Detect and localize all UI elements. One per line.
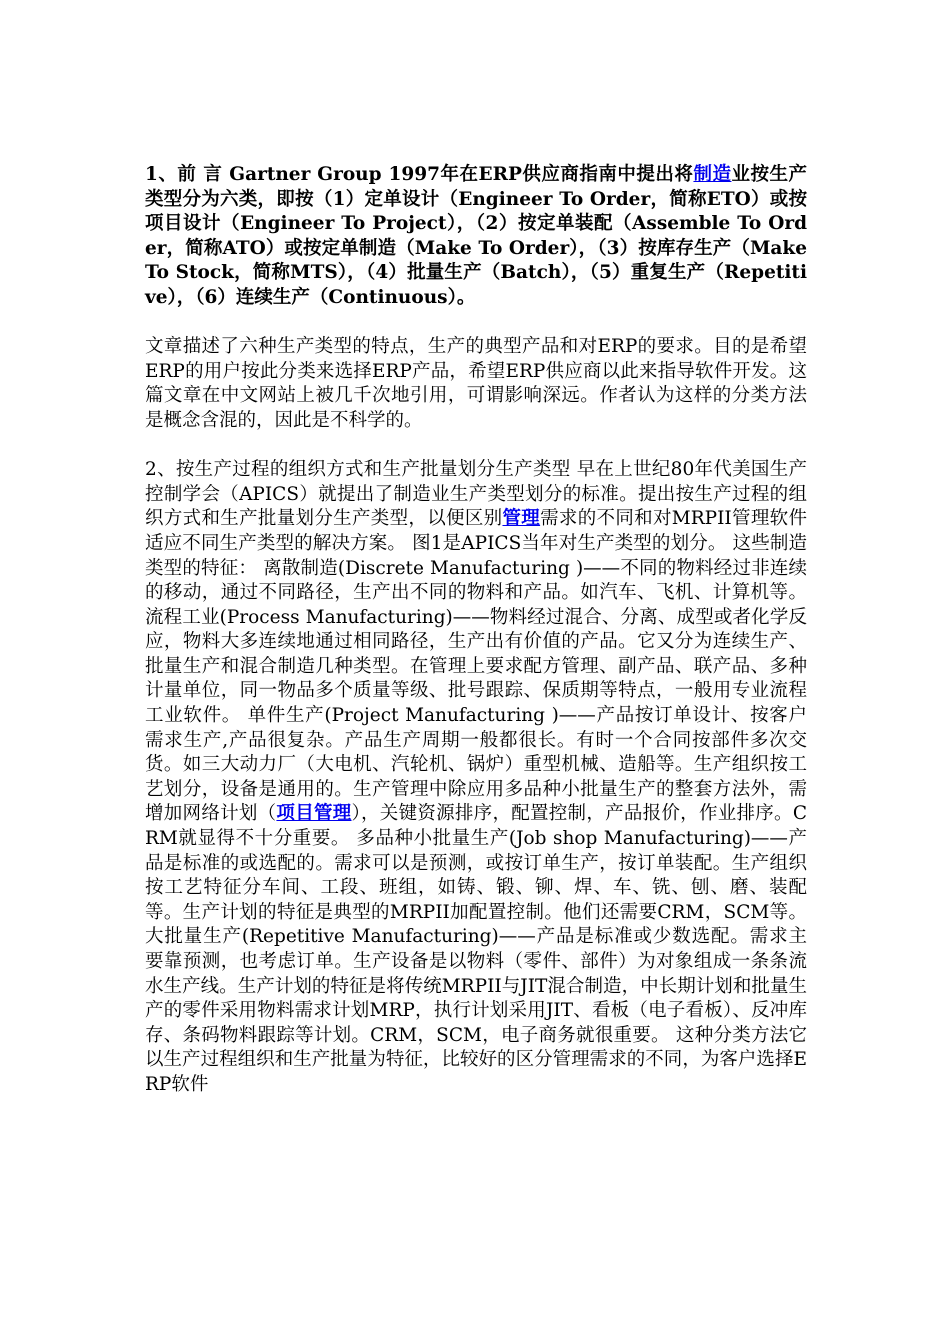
management-link[interactable]: 管理 xyxy=(502,508,541,530)
intro-text-start: 1、前 言 Gartner Group 1997年在ERP供应商指南中提出将 xyxy=(145,164,694,185)
classification-text-end: ），关键资源排序，配置控制，产品报价，作业排序。CRM就显得不十分重要。 多品种小批量生产(Job shop Manufacturing)——产品是标准的或选配的。需求可以是预测，或按订单生产，按订单装配。生产组织按工艺特征分车间、工段、班组，如铸、锻、铆、焊、车、铣、刨、磨、装配等。生产计划的特征是典型的MRPII加配置控制。他们还需要CRM，SCM等。 大批量生产(Repetitive Manufacturing)——产品是标准或少数选配。需求主要靠预测，也考虑订单。生产设备是以物料（零件、部件）为对象组成一条条流水生产线。生产计划的特征是将传统MRPII与JIT混合制造，中长期计划和批量生产的零件采用物料需求计划MRP，执行计划采用JIT、看板（电子看板）、反冲库存、条码物料跟踪等计划。CRM，SCM，电子商务就很重要。 这种分类方法它以生产过程组织和生产批量为特征，比较好的区分管理需求的不同，为客户选择ERP软件 xyxy=(145,803,807,1095)
project-management-link[interactable]: 项目管理 xyxy=(276,803,352,825)
manufacturing-link[interactable]: 制造 xyxy=(693,164,732,185)
classification-text-middle: 需求的不同和对MRPII管理软件适应不同生产类型的解决方案。 图1是APICS当年对生产类型的划分。 这些制造类型的特征： 离散制造(Discrete Manufacturing )——不同的物料经过非连续的移动，通过不同路径，生产出不同的物料和产品。如汽车、飞机、计算机等。 流程工业(Process Manufacturing)——物料经过混合、分离、成型或者化学反应，物料大多连续地通过相同路径，生产出有价值的产品。它又分为连续生产、批量生产和混合制造几种类型。在管理上要求配方管理、副产品、联产品、多种计量单位，同一物品多个质量等级、批号跟踪、保质期等特点，一般用专业流程工业软件。 单件生产(Project Manufacturing )——产品按订单设计、按客户需求生产,产品很复杂。产品生产周期一般都很长。有时一个合同按部件多次交货。如三大动力厂（大电机、汽轮机、锅炉）重型机械、造船等。生产组织按工艺划分，设备是通用的。生产管理中除应用多品种小批量生产的整套方法外，需增加网络计划（ xyxy=(145,508,807,825)
classification-paragraph xyxy=(145,458,807,1097)
classification-text-start: 2、按生产过程的组织方式和生产批量划分生产类型 早在上世纪80年代美国生产控制学会（APICS）就提出了制造业生产类型划分的标准。提出按生产过程的组织方式和生产批量划分生产类型，以便区别 xyxy=(145,459,807,530)
intro-paragraph xyxy=(145,163,807,311)
intro-text-end: 业按生产类型分为六类，即按（1）定单设计（Engineer To Order，简称ETO）或按项目设计（Engineer To Project），（2）按定单装配（Assemble To Order，简称ATO）或按定单制造（Make To Order），（3）按库存生产（Make To Stock，简称MTS），（4）批量生产（Batch），（5）重复生产（Repetitive），（6）连续生产（Continuous）。 xyxy=(145,164,807,308)
paragraph-spacer xyxy=(145,311,807,336)
document-body xyxy=(145,163,807,1098)
paragraph-spacer xyxy=(145,434,807,459)
description-paragraph: 文章描述了六种生产类型的特点，生产的典型产品和对ERP的要求。目的是希望ERP的用户按此分类来选择ERP产品，希望ERP供应商以此来指导软件开发。这篇文章在中文网站上被几千次地引用，可谓影响深远。作者认为这样的分类方法是概念含混的，因此是不科学的。 xyxy=(145,336,807,431)
